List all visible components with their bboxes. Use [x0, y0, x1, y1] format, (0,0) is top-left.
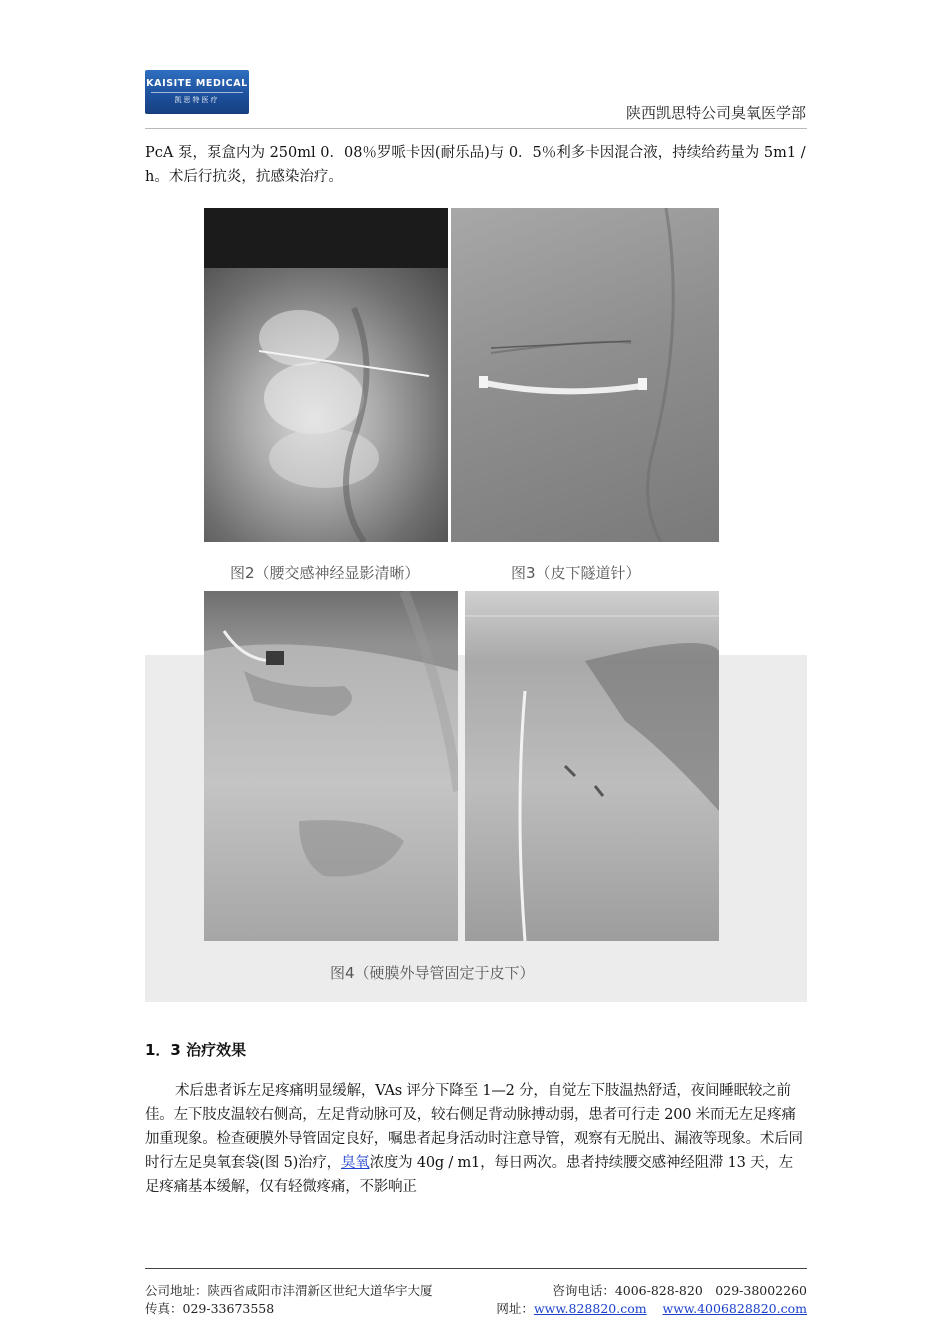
xray-image — [204, 208, 448, 542]
section-heading: 1．3 治疗效果 — [145, 1041, 247, 1059]
header-divider — [145, 128, 807, 129]
logo-text-en: KAISITE MEDICAL — [146, 78, 248, 89]
figure-panel — [145, 200, 807, 1000]
footer-web-label: 网址： — [496, 1301, 534, 1316]
footer-phone: 咨询电话：4006-828-820 029-38002260 — [552, 1283, 807, 1298]
header-title: 陕西凯思特公司臭氧医学部 — [625, 104, 806, 122]
section-body-text-2: 浓度为 40g / m1，每日两次。患者持续腰交感神经阻滞 13 天，左足疼痛基本缓解，仅有轻微疼痛，不影响正 — [145, 1155, 793, 1195]
website-link-2[interactable]: www.4006828820.com — [662, 1301, 807, 1316]
figure-2-caption: 图2（腰交感神经显影清晰） — [230, 564, 420, 582]
section-body — [145, 1079, 807, 1199]
logo-divider — [151, 92, 243, 93]
footer-website — [496, 1299, 807, 1317]
website-link-1[interactable]: www.828820.com — [533, 1301, 647, 1316]
figure-4-caption: 图4（硬膜外导管固定于皮下） — [330, 964, 535, 982]
footer-fax: 传真：029-33673558 — [145, 1301, 275, 1316]
intro-paragraph: PcA 泵，泵盒内为 250ml 0．08％罗哌卡因(耐乐品)与 0．5％利多卡因混合液，持续给药量为 5m1 / h。术后行抗炎，抗感染治疗。 — [145, 145, 806, 185]
figure-3-caption: 图3（皮下隧道针） — [511, 564, 641, 582]
catheter-photo-right — [465, 591, 719, 941]
logo-text-cn: 凯思特医疗 — [174, 96, 220, 104]
tunnel-needle-image — [451, 208, 719, 542]
footer-address: 公司地址：陕西省咸阳市沣渭新区世纪大道华宇大厦 — [145, 1283, 433, 1298]
footer-divider — [145, 1268, 807, 1269]
catheter-photo-left — [204, 591, 458, 941]
section-body-text-1: 术后患者诉左足疼痛明显缓解，VAs 评分下降至 1—2 分，自觉左下肢温热舒适，夜间睡眠较之前佳。左下肢皮温较右侧高，左足背动脉可及，较右侧足背动脉搏动弱，患者可行走 200 米而无左足疼痛加重现象。检查硬膜外导管固定良好，嘱患者起身活动时注意导管，观察有无脱出、漏液等现象。术后同时行左足臭氧套袋(图 5)治疗， — [145, 1083, 803, 1171]
ozone-link[interactable]: 臭氧 — [340, 1155, 370, 1171]
company-logo — [145, 70, 249, 114]
